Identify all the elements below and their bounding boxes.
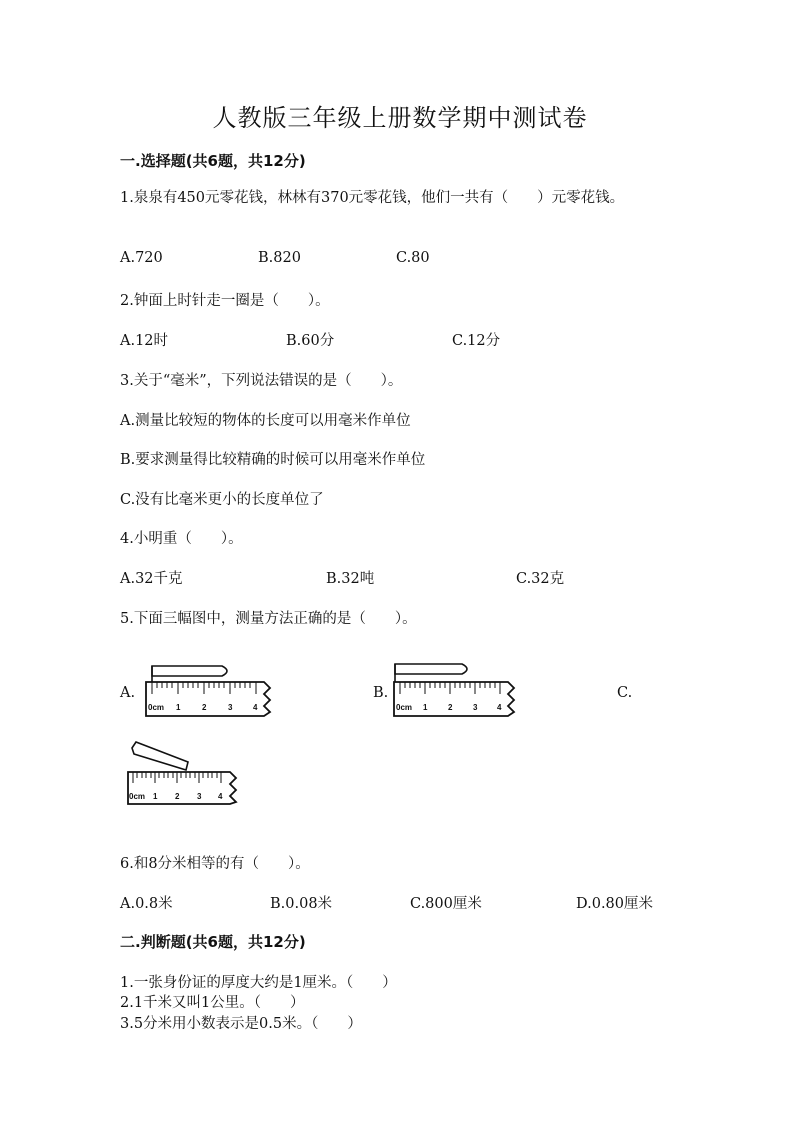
ruler-b-label-3: 3: [473, 703, 478, 712]
page-title: 人教版三年级上册数学期中测试卷: [212, 104, 588, 132]
ruler-c-label-3: 3: [197, 792, 202, 801]
question-6-text: 6.和8分米相等的有（ ）。: [120, 856, 310, 872]
ruler-b-label-1: 1: [423, 703, 428, 712]
pencil-c: [132, 742, 188, 770]
judgement-item-2: 2.1千米又叫1公里。（ ）: [120, 995, 305, 1011]
q1-option-b: B.820: [258, 250, 301, 266]
q5-option-a: A.: [120, 685, 136, 701]
q3-option-b: B.要求测量得比较精确的时候可以用毫米作单位: [120, 452, 426, 468]
section-heading-choice: 一.选择题(共6题，共12分): [120, 152, 306, 170]
ruler-figure-a: [140, 660, 280, 720]
ruler-a-label-3: 3: [228, 703, 233, 712]
ruler-a-label-2: 2: [202, 703, 207, 712]
q4-option-b: B.32吨: [326, 571, 375, 587]
ruler-c-label-4: 4: [218, 792, 223, 801]
q5-option-c: C.: [617, 685, 633, 701]
q4-option-c: C.32克: [516, 571, 565, 587]
ruler-c-label-1: 1: [153, 792, 158, 801]
ruler-c-label-2: 2: [175, 792, 180, 801]
question-5-text: 5.下面三幅图中，测量方法正确的是（ ）。: [120, 611, 417, 627]
question-1-text: 1.泉泉有450元零花钱，林林有370元零花钱，他们一共有（ ）元零花钱。: [120, 190, 625, 206]
ruler-a-label-4: 4: [253, 703, 258, 712]
pencil-b: [395, 664, 467, 674]
q6-option-a: A.0.8米: [120, 896, 173, 912]
question-2-text: 2.钟面上时针走一圈是（ ）。: [120, 293, 330, 309]
q5-option-b: B.: [373, 685, 389, 701]
section-heading-judgement: 二.判断题(共6题，共12分): [120, 933, 306, 951]
ruler-a-label-0: 0cm: [148, 703, 165, 712]
ruler-figure-c: [122, 740, 242, 810]
q6-option-c: C.800厘米: [410, 896, 482, 912]
ruler-b-label-4: 4: [497, 703, 502, 712]
judgement-item-3: 3.5分米用小数表示是0.5米。（ ）: [120, 1016, 362, 1032]
q4-option-a: A.32千克: [120, 571, 183, 587]
judgement-item-1: 1.一张身份证的厚度大约是1厘米。（ ）: [120, 975, 397, 991]
q3-option-c: C.没有比毫米更小的长度单位了: [120, 492, 324, 508]
q6-option-d: D.0.80厘米: [576, 896, 654, 912]
question-3-text: 3.关于“毫米”，下列说法错误的是（ ）。: [120, 373, 403, 389]
ruler-a: [146, 682, 270, 716]
q2-option-a: A.12时: [120, 333, 169, 349]
q2-option-c: C.12分: [452, 333, 501, 349]
ruler-a-label-1: 1: [176, 703, 181, 712]
ruler-b-label-0: 0cm: [396, 703, 413, 712]
pencil-a: [152, 666, 227, 676]
q3-option-a: A.测量比较短的物体的长度可以用毫米作单位: [120, 413, 411, 429]
ruler-b-label-2: 2: [448, 703, 453, 712]
ruler-figure-b: [390, 660, 530, 720]
q1-option-c: C.80: [396, 250, 430, 266]
question-4-text: 4.小明重（ ）。: [120, 531, 243, 547]
ruler-c-label-0: 0cm: [129, 792, 146, 801]
q2-option-b: B.60分: [286, 333, 335, 349]
q1-option-a: A.720: [120, 250, 163, 266]
q6-option-b: B.0.08米: [270, 896, 333, 912]
